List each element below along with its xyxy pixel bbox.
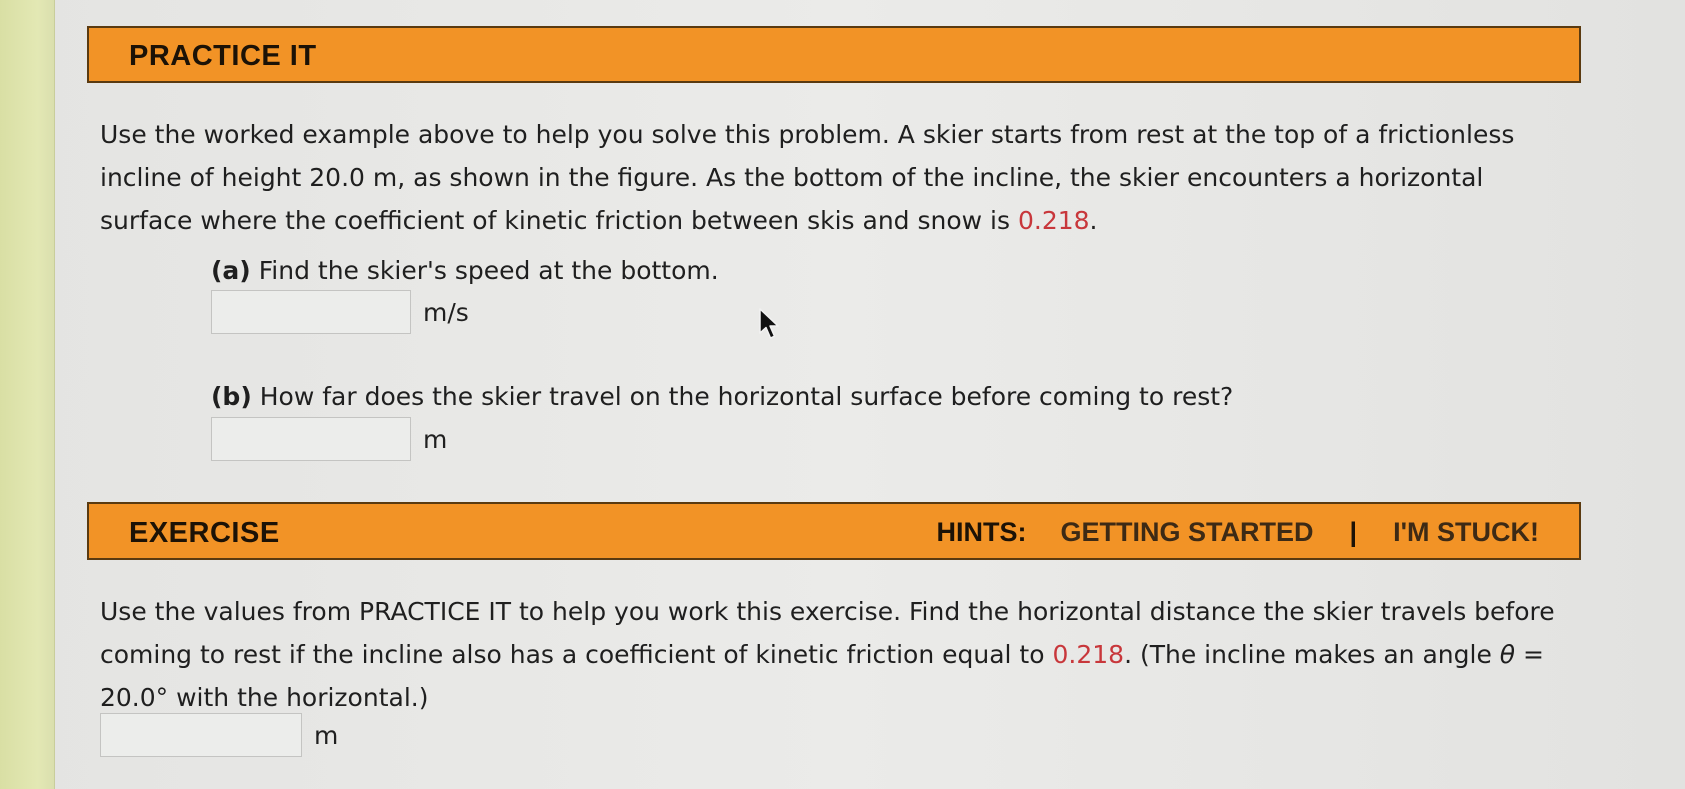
part-b-answer-row	[211, 417, 447, 461]
exercise-friction-value: 0.218	[1052, 640, 1125, 669]
part-a-answer-row	[211, 290, 469, 334]
exercise-answer-row	[100, 713, 338, 757]
part-a-label: (a)	[211, 256, 251, 285]
part-b-label: (b)	[211, 382, 252, 411]
left-margin-strip	[0, 0, 55, 789]
hints-bar	[937, 517, 1539, 548]
hints-label: HINTS:	[936, 517, 1027, 547]
practice-it-title: PRACTICE IT	[129, 40, 317, 72]
exercise-statement	[100, 590, 1580, 719]
part-a-text: Find the skier's speed at the bottom.	[258, 256, 719, 285]
exercise-answer-input[interactable]	[100, 713, 302, 757]
part-b-answer-input[interactable]	[211, 417, 411, 461]
problem-text: Use the worked example above to help you solve this problem. A skier starts from rest at the top of a frictionless incline of height 20.0 m, as shown in the figure. As the bottom of the incline, the skier encounters a horizontal surface where the coefficient of kinetic friction between skis and snow is	[100, 120, 1515, 235]
part-b-unit: m	[423, 424, 448, 454]
hint-getting-started-link[interactable]: GETTING STARTED	[1060, 517, 1314, 547]
friction-coefficient-value: 0.218	[1017, 206, 1090, 235]
part-a-unit: m/s	[423, 297, 469, 327]
exercise-text-2: . (The incline makes an angle	[1124, 640, 1500, 669]
part-a-answer-input[interactable]	[211, 290, 411, 334]
theta-symbol: θ	[1499, 640, 1516, 669]
exercise-unit: m	[314, 720, 339, 750]
exercise-banner	[87, 502, 1581, 560]
hint-separator: |	[1349, 517, 1358, 547]
practice-it-banner	[87, 26, 1581, 83]
part-b-question	[211, 381, 1233, 413]
exercise-title: EXERCISE	[129, 517, 280, 549]
mouse-pointer-icon	[758, 308, 780, 342]
exercise-text-1: Use the values from PRACTICE IT to help you work this exercise. Find the horizontal distance the skier travels before coming to rest if the incline also has a coefficient of kinetic friction equal to	[100, 597, 1555, 669]
problem-statement	[100, 113, 1580, 242]
part-b-text: How far does the skier travel on the horizontal surface before coming to rest?	[259, 382, 1234, 411]
exercise-text-3: = 20.0° with the horizontal.)	[100, 640, 1544, 712]
part-a-question	[211, 255, 719, 287]
hint-im-stuck-link[interactable]: I'M STUCK!	[1393, 517, 1539, 547]
problem-text-end: .	[1089, 206, 1098, 235]
